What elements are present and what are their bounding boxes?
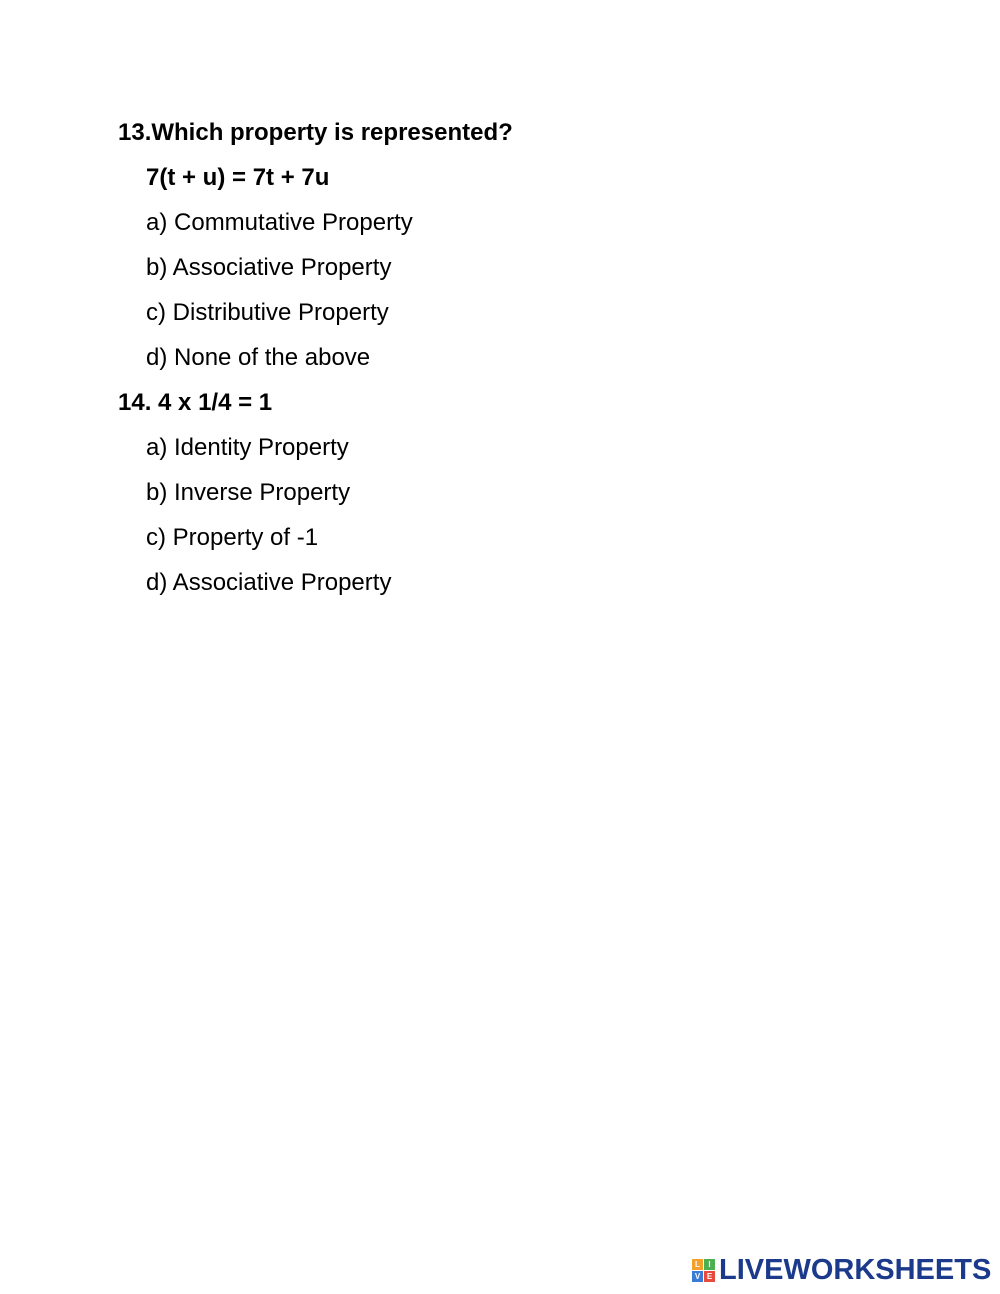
question-13-option-c[interactable]: c) Distributive Property [146, 299, 389, 326]
logo-letter-v: V [692, 1271, 703, 1282]
question-14-option-d[interactable]: d) Associative Property [146, 569, 392, 596]
logo-mark-icon [692, 1259, 715, 1282]
logo-letter-i: I [704, 1259, 715, 1270]
question-13-expression: 7(t + u) = 7t + 7u [146, 164, 330, 191]
question-14-option-c[interactable]: c) Property of -1 [146, 524, 319, 551]
liveworksheets-logo [692, 1253, 991, 1287]
question-13-option-b[interactable]: b) Associative Property [146, 254, 392, 281]
question-13-title: 13.Which property is represented? [118, 119, 513, 146]
question-14-title: 14. 4 x 1/4 = 1 [118, 389, 273, 416]
question-14-option-a[interactable]: a) Identity Property [146, 434, 349, 461]
question-14-option-b[interactable]: b) Inverse Property [146, 479, 351, 506]
logo-text: LIVEWORKSHEETS [719, 1253, 992, 1286]
logo-letter-e: E [704, 1271, 715, 1282]
question-13-option-d[interactable]: d) None of the above [146, 344, 371, 371]
logo-letter-l: L [692, 1259, 703, 1270]
question-13-option-a[interactable]: a) Commutative Property [146, 209, 413, 236]
